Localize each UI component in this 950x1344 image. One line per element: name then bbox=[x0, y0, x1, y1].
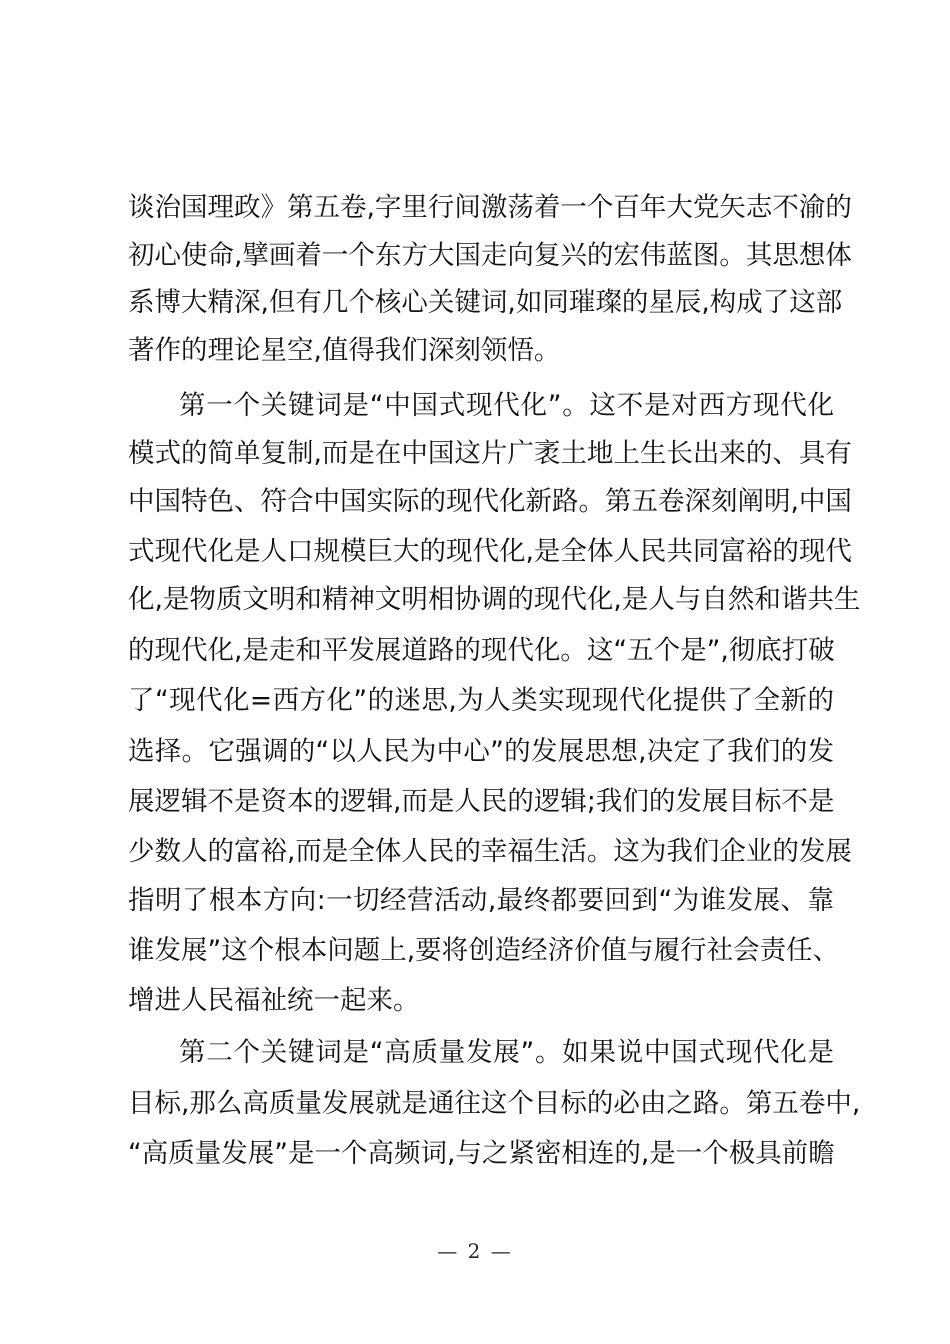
body-line-17: 增进人民福祉统一起来。 bbox=[128, 985, 420, 1016]
body-line-7: 中国特色、符合中国实际的现代化新路。第五卷深刻阐明,中国 bbox=[128, 486, 852, 517]
body-line-10: 的现代化,是走和平发展道路的现代化。这“五个是”,彻底打破 bbox=[128, 635, 835, 666]
body-line-12: 选择。它强调的“以人民为中心”的发展思想,决定了我们的发 bbox=[128, 736, 834, 767]
body-line-19: 目标,那么高质量发展就是通往这个目标的必由之路。第五卷中, bbox=[128, 1088, 861, 1119]
body-line-13: 展逻辑不是资本的逻辑,而是人民的逻辑;我们的发展目标不是 bbox=[128, 786, 835, 817]
body-line-18: 第二个关键词是“高质量发展”。如果说中国式现代化是 bbox=[179, 1037, 834, 1068]
body-line-5: 第一个关键词是“中国式现代化”。这不是对西方现代化 bbox=[179, 390, 834, 421]
body-line-2: 初心使命,擘画着一个东方大国走向复兴的宏伟蓝图。其思想体 bbox=[128, 240, 852, 271]
body-line-14: 少数人的富裕,而是全体人民的幸福生活。这为我们企业的发展 bbox=[128, 836, 852, 867]
body-line-11: 了“现代化=西方化”的迷思,为人类实现现代化提供了全新的 bbox=[128, 685, 834, 716]
body-line-6: 模式的简单复制,而是在中国这片广袤土地上生长出来的、具有 bbox=[128, 438, 852, 469]
body-line-3: 系博大精深,但有几个核心关键词,如同璀璨的星辰,构成了这部 bbox=[128, 287, 843, 318]
body-line-15: 指明了根本方向:一切经营活动,最终都要回到“为谁发展、靠 bbox=[128, 885, 834, 916]
body-line-16: 谁发展”这个根本问题上,要将创造经济价值与履行社会责任、 bbox=[128, 935, 840, 966]
body-line-1: 谈治国理政》第五卷,字里行间激荡着一个百年大党矢志不渝的 bbox=[128, 192, 852, 223]
page-number: — 2 — bbox=[437, 1239, 513, 1263]
body-line-4: 著作的理论星空,值得我们深刻领悟。 bbox=[128, 335, 561, 366]
body-line-20: “高质量发展”是一个高频词,与之紧密相连的,是一个极具前瞻 bbox=[128, 1138, 835, 1169]
body-line-8: 式现代化是人口规模巨大的现代化,是全体人民共同富裕的现代 bbox=[128, 536, 852, 567]
body-line-9: 化,是物质文明和精神文明相协调的现代化,是人与自然和谐共生 bbox=[128, 584, 861, 615]
